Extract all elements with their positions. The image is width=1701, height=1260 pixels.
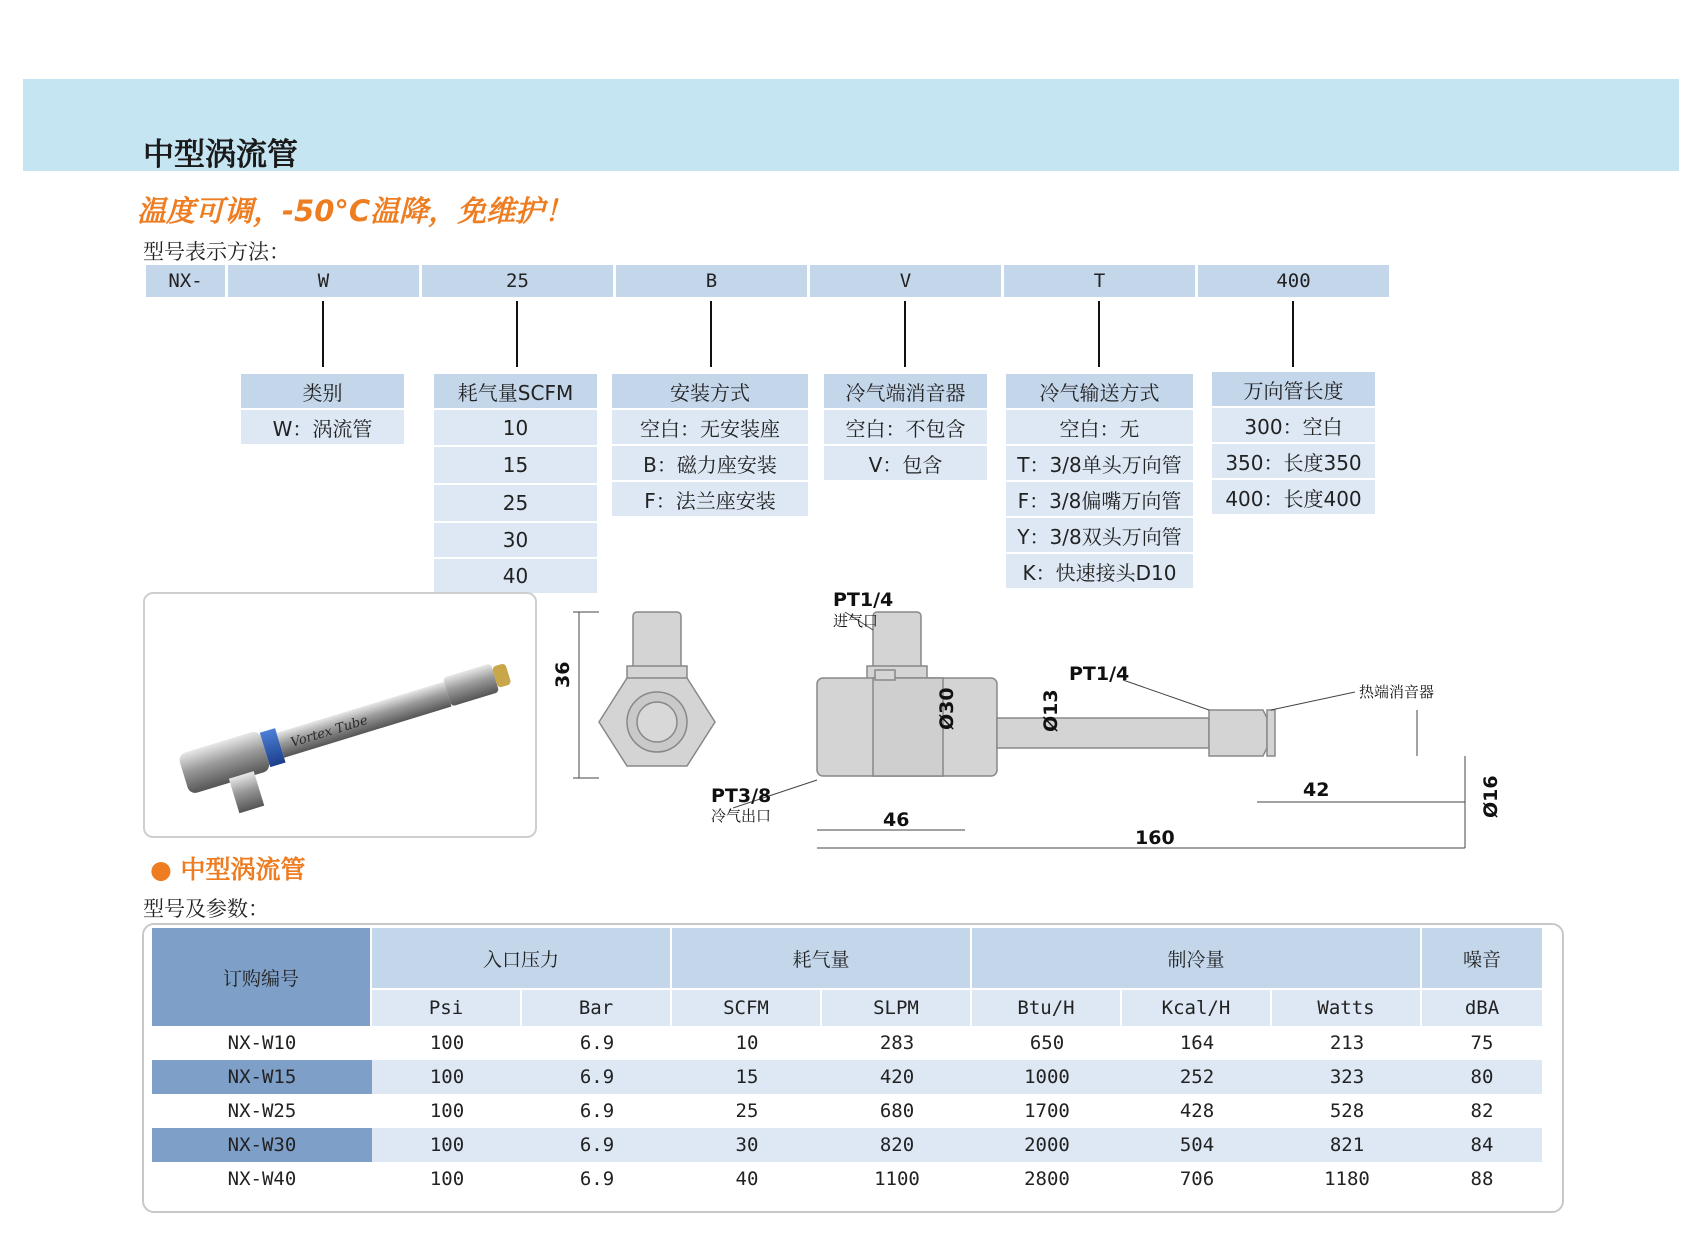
inlet-label: 进气口 [833,612,879,630]
dim-16: Ø16 [1480,775,1502,818]
table-cell: 6.9 [522,1128,672,1162]
connector-line [1292,301,1294,367]
table-cell: 88 [1470,1168,1494,1190]
slogan: 温度可调，-50°C温降，免维护！ [137,194,574,228]
table-cell: NX-W30 [152,1128,372,1162]
group-header-noise: 噪音 [1422,928,1542,990]
table-cell: 283 [879,1032,915,1054]
table-cell: 1100 [874,1168,920,1190]
table-cell: 100 [429,1168,465,1190]
option-item: 空白：不包含 [824,410,987,444]
sub-header-dba: dBA [1422,990,1542,1026]
option-item: W：涡流管 [241,410,404,444]
table-cell: 650 [1029,1032,1065,1054]
option-header-mount: 安装方式 [612,374,808,408]
table-cell: 80 [1422,1060,1542,1094]
option-item: T：3/8单头万向管 [1006,446,1193,480]
table-cell: 323 [1272,1060,1422,1094]
vortex-tube-illustration [145,594,535,836]
option-header-delivery: 冷气输送方式 [1006,374,1193,408]
table-cell: 820 [822,1128,972,1162]
connector-line [516,301,518,367]
table-cell: 6.9 [522,1060,672,1094]
table-row [152,1060,1542,1094]
option-header-category: 类别 [241,374,404,408]
sub-header-bar: Bar [522,990,672,1026]
group-header-pressure: 入口压力 [372,928,672,990]
table-cell: 100 [372,1128,522,1162]
table-cell: 100 [429,1032,465,1054]
technical-drawing [552,589,1505,860]
table-row [152,1094,1542,1128]
product-photo [143,592,537,838]
section-title: ● 中型涡流管 [150,855,306,884]
option-item: 350：长度350 [1212,444,1375,478]
code-prefix: NX- [146,265,225,297]
code-muffler: V [810,265,1001,297]
cold-label: 冷气出口 [711,807,772,825]
bullet-dot-icon: ● [150,855,181,884]
code-delivery: T [1004,265,1195,297]
group-header-cooling: 制冷量 [972,928,1422,990]
hot-muffler-label: 热端消音器 [1359,683,1435,701]
cold-thread: PT3/8 [711,785,772,807]
table-cell: 528 [1329,1100,1365,1122]
table-cell: NX-W15 [152,1060,372,1094]
option-item: 400：长度400 [1212,480,1375,514]
table-cell: 100 [429,1100,465,1122]
option-item: 10 [434,410,597,445]
option-item: F：法兰座安装 [612,482,808,516]
option-item: V：包含 [824,446,987,480]
option-header-flow: 耗气量SCFM [434,374,597,408]
page-title: 中型涡流管 [143,137,298,173]
option-item: 30 [434,523,597,557]
option-item: 空白：无 [1006,410,1193,444]
table-cell: NX-W10 [227,1032,297,1054]
option-item: 15 [434,447,597,483]
table-cell: 680 [879,1100,915,1122]
table-cell: 15 [672,1060,822,1094]
code-mount: B [616,265,807,297]
dim-46: 46 [883,809,910,831]
inlet-thread: PT1/4 [833,589,894,611]
params-label: 型号及参数： [143,897,269,921]
dim-42: 42 [1303,779,1330,801]
table-cell: 420 [822,1060,972,1094]
dim-160: 160 [1135,827,1175,849]
dim-30: Ø30 [936,687,958,730]
table-cell: 821 [1272,1128,1422,1162]
option-item: B：磁力座安装 [612,446,808,480]
table-cell: 213 [1329,1032,1365,1054]
option-item: 空白：无安装座 [612,410,808,444]
table-cell: 1700 [1024,1100,1070,1122]
table-row [152,1162,1542,1196]
table-cell: 82 [1470,1100,1494,1122]
code-length: 400 [1198,265,1389,297]
code-flow: 25 [422,265,613,297]
option-item: Y：3/8双头万向管 [1006,518,1193,552]
sub-header-btu: Btu/H [972,990,1122,1026]
option-item: 300：空白 [1212,408,1375,442]
group-header-consumption: 耗气量 [672,928,972,990]
table-cell: 6.9 [579,1168,615,1190]
sub-header-psi: Psi [372,990,522,1026]
option-item: 40 [434,559,597,593]
table-cell: 2800 [1024,1168,1070,1190]
table-cell: 30 [672,1128,822,1162]
table-cell: 75 [1470,1032,1494,1054]
table-cell: 1180 [1324,1168,1370,1190]
connector-line [322,301,324,367]
table-cell: 6.9 [579,1100,615,1122]
dim-13: Ø13 [1040,689,1062,732]
code-type: W [228,265,419,297]
connector-line [1098,301,1100,367]
table-cell: 2000 [972,1128,1122,1162]
table-cell: 100 [372,1060,522,1094]
table-cell: 10 [735,1032,759,1054]
table-cell: NX-W25 [227,1100,297,1122]
sub-header-slpm: SLPM [822,990,972,1026]
table-cell: 428 [1179,1100,1215,1122]
table-cell: NX-W40 [227,1168,297,1190]
hot-thread: PT1/4 [1069,663,1130,685]
option-header-muffler: 冷气端消音器 [824,374,987,408]
table-row [152,1026,1542,1060]
table-cell: 706 [1179,1168,1215,1190]
dim-36: 36 [552,661,574,688]
table-cell: 40 [735,1168,759,1190]
product-text: Vortex Tube [289,713,370,751]
table-cell: 164 [1179,1032,1215,1054]
table-cell: 6.9 [579,1032,615,1054]
order-header: 订购编号 [152,928,372,1026]
sub-header-scfm: SCFM [672,990,822,1026]
sub-header-watts: Watts [1272,990,1422,1026]
option-item: 25 [434,485,597,521]
option-item: K：快速接头D10 [1006,554,1193,588]
table-cell: 504 [1122,1128,1272,1162]
table-cell: 252 [1122,1060,1272,1094]
table-row [152,1128,1542,1162]
connector-line [904,301,906,367]
model-label: 型号表示方法： [143,240,290,264]
sub-header-kcal: Kcal/H [1122,990,1272,1026]
table-cell: 84 [1422,1128,1542,1162]
spec-table [152,928,1542,1196]
connector-line [710,301,712,367]
table-cell: 1000 [972,1060,1122,1094]
option-header-length: 万向管长度 [1212,372,1375,406]
table-cell: 25 [735,1100,759,1122]
option-item: F：3/8偏嘴万向管 [1006,482,1193,516]
